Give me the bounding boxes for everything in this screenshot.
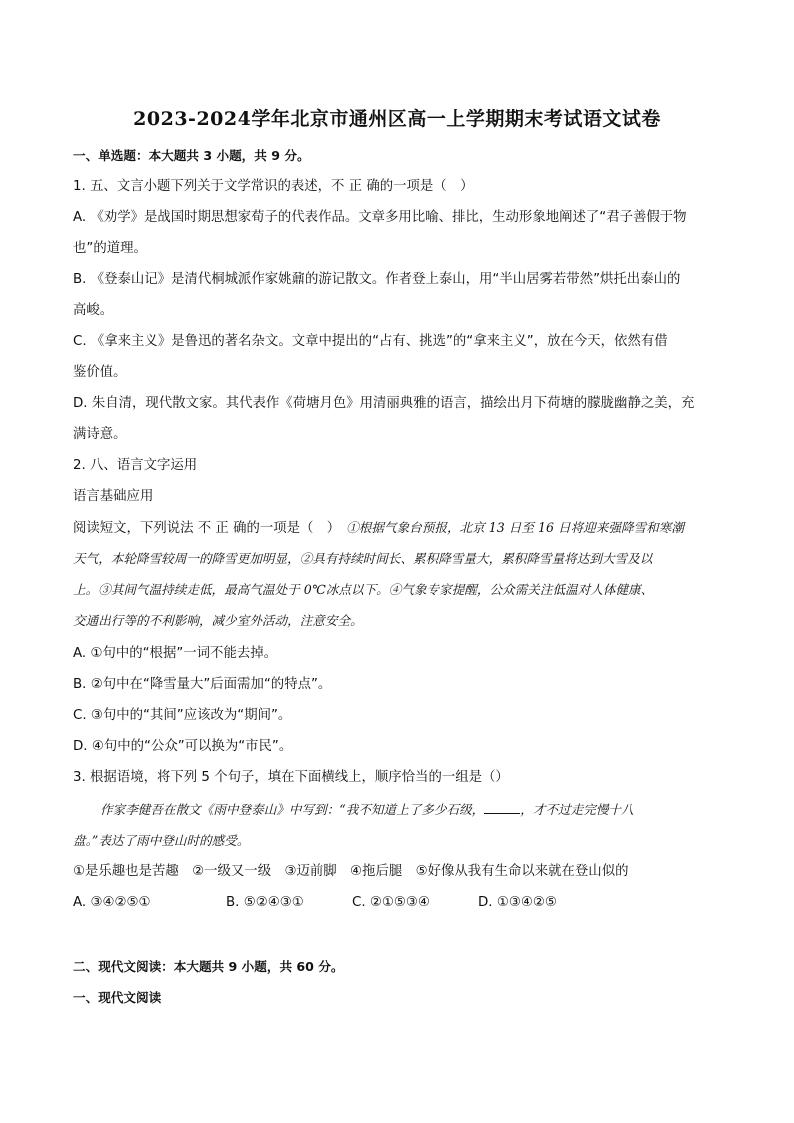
q3-sentence-items: ①是乐趣也是苦趣 ②一级又一级 ③迈前脚 ④拖后腿 ⑤好像从我有生命以来就在登山似的	[73, 864, 629, 879]
section-1-heading: 一、单选题：本大题共 3 小题，共 9 分。	[73, 148, 310, 163]
q3-option-c: C. ②①⑤③④	[352, 895, 430, 910]
q3-passage-part1: 作家李健吾在散文《雨中登泰山》中写到：“我不知道上了多少石级，	[100, 802, 485, 817]
q3-passage-line1	[100, 801, 733, 819]
q3-stem: 3. 根据语境，将下列 5 个句子，填在下面横线上，顺序恰当的一组是（）	[73, 770, 509, 785]
q1-option-d-line1: D. 朱自清，现代散文家。其代表作《荷塘月色》用清丽典雅的语言，描绘出月下荷塘的朦胧幽静之美，充	[73, 396, 695, 411]
q3-option-a: A. ③④②⑤①	[73, 895, 151, 910]
section-2-subheading: 一、现代文阅读	[73, 990, 162, 1005]
q3-passage-line2: 盘。”表达了雨中登山时的感受。	[73, 833, 250, 848]
q3-option-b: B. ⑤②④③①	[226, 895, 304, 910]
q2-option-c: C. ③句中的“其间”应该改为“期间”。	[73, 708, 292, 723]
q3-passage-part2: ，才不过走完慢十八	[520, 802, 634, 817]
q1-option-c-line1: C. 《拿来主义》是鲁迅的著名杂文。文章中提出的“占有、挑选”的“拿来主义”，放在今天，依然有借	[73, 334, 668, 349]
q1-stem: 1. 五、文言小题下列关于文学常识的表述，不 正 确的一项是（ ）	[73, 179, 474, 194]
q1-option-b-line2: 高峻。	[73, 303, 114, 318]
q3-options	[73, 894, 733, 912]
q2-option-d: D. ④句中的“公众”可以换为“市民”。	[73, 739, 293, 754]
q1-option-c-line2: 鉴价值。	[73, 365, 127, 380]
answer-blank	[484, 801, 520, 814]
section-2-heading: 二、现代文阅读：本大题共 9 小题，共 60 分。	[73, 959, 344, 974]
q2-option-a: A. ①句中的“根据”一词不能去掉。	[73, 646, 278, 661]
q2-option-b: B. ②句中在“降雪量大”后面需加“的特点”。	[73, 677, 332, 692]
q2-passage-line2: 天气，本轮降雪较周一的降雪更加明显，②具有持续时间长、累积降雪量大，累积降雪量将达到大雪及以	[73, 551, 653, 566]
q1-option-a-line2: 也”的道理。	[73, 241, 147, 256]
q2-subheading: 语言基础应用	[73, 489, 154, 504]
q3-option-d: D. ①③④②⑤	[478, 895, 557, 910]
q1-option-d-line2: 满诗意。	[73, 427, 127, 442]
q2-passage-line1	[73, 519, 733, 538]
q2-stem: 2. 八、语言文字运用	[73, 458, 198, 473]
q1-option-b-line1: B. 《登泰山记》是清代桐城派作家姚鼐的游记散文。作者登上泰山，用“半山居雾若带然”烘托出泰山的	[73, 272, 681, 287]
q2-lead: 阅读短文，下列说法 不 正 确的一项是（ ）	[73, 521, 341, 536]
q2-passage-text: ①根据气象台预报，北京 13 日至 16 日将迎来强降雪和寒潮	[346, 520, 684, 535]
q2-passage-line3: 上。③其间气温持续走低，最高气温处于 0℃冰点以下。④气象专家提醒，公众需关注低温对人体健康、	[73, 582, 654, 597]
page-title: 2023-2024学年北京市通州区高一上学期期末考试语文试卷	[133, 108, 661, 130]
q1-option-a-line1: A. 《劝学》是战国时期思想家荀子的代表作品。文章多用比喻、排比，生动形象地阐述了“君子善假于物	[73, 210, 687, 225]
q2-passage-line4: 交通出行等的不利影响，减少室外活动，注意安全。	[73, 613, 363, 628]
